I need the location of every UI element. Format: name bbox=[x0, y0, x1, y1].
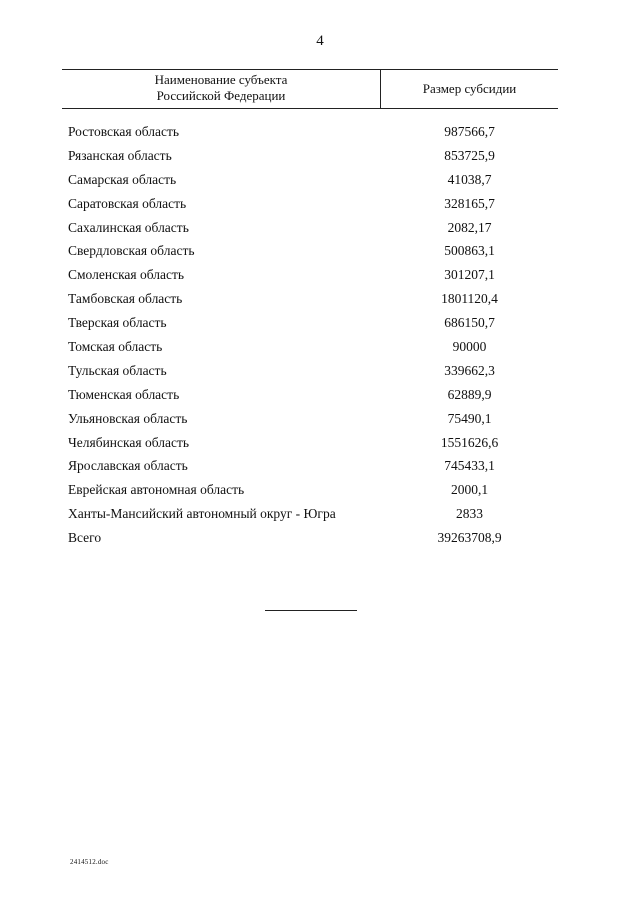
region-name: Тамбовская область bbox=[68, 291, 183, 307]
region-name: Свердловская область bbox=[68, 243, 195, 259]
region-name: Смоленская область bbox=[68, 267, 185, 283]
total-value: 39263708,9 bbox=[437, 530, 502, 546]
table-row bbox=[68, 338, 558, 362]
subsidy-value: 328165,7 bbox=[444, 195, 495, 211]
table-row bbox=[68, 457, 558, 481]
table-row bbox=[68, 314, 558, 338]
subsidy-value: 686150,7 bbox=[444, 315, 495, 331]
region-name: Самарская область bbox=[68, 171, 177, 187]
table-row bbox=[68, 242, 558, 266]
region-name: Ханты-Мансийский автономный округ - Югра bbox=[68, 506, 336, 522]
subsidy-value: 745433,1 bbox=[444, 458, 495, 474]
header-subsidy-amount: Размер субсидии bbox=[422, 81, 517, 96]
table-row bbox=[68, 362, 558, 386]
table-row bbox=[68, 410, 558, 434]
table-row bbox=[68, 266, 558, 290]
table-row bbox=[68, 219, 558, 243]
region-name: Ульяновская область bbox=[68, 410, 188, 426]
subsidy-value: 2833 bbox=[456, 506, 483, 522]
subsidy-value: 301207,1 bbox=[444, 267, 495, 283]
header-subject-line1: Наименование субъекта bbox=[154, 72, 288, 87]
header-subject-line2: Российской Федерации bbox=[156, 88, 286, 103]
subsidy-value: 75490,1 bbox=[447, 410, 492, 426]
region-name: Рязанская область bbox=[68, 147, 172, 163]
subsidy-value: 90000 bbox=[452, 339, 487, 355]
table-row bbox=[68, 290, 558, 314]
table-header bbox=[62, 69, 558, 109]
subsidy-value: 1551626,6 bbox=[440, 434, 499, 450]
subsidy-value: 2082,17 bbox=[447, 219, 492, 235]
region-name: Тюменская область bbox=[68, 386, 180, 402]
table-row bbox=[68, 195, 558, 219]
subsidy-value: 41038,7 bbox=[447, 171, 492, 187]
table-row bbox=[68, 123, 558, 147]
region-name: Сахалинская область bbox=[68, 219, 189, 235]
table-row bbox=[68, 147, 558, 171]
subsidy-value: 987566,7 bbox=[444, 124, 495, 139]
region-name: Томская область bbox=[68, 339, 163, 355]
table-row bbox=[68, 434, 558, 458]
subsidy-value: 853725,9 bbox=[444, 147, 495, 163]
region-name: Тверская область bbox=[68, 315, 167, 331]
total-label: Всего bbox=[68, 530, 102, 546]
region-name: Ярославская область bbox=[68, 458, 188, 474]
table-body bbox=[68, 123, 558, 553]
end-of-table-rule bbox=[265, 610, 357, 611]
header-subject-name bbox=[62, 72, 380, 104]
region-name: Тульская область bbox=[68, 362, 167, 378]
subsidy-value: 2000,1 bbox=[450, 482, 489, 498]
table-row bbox=[68, 505, 558, 529]
subsidy-value: 500863,1 bbox=[444, 243, 495, 259]
table-row bbox=[68, 171, 558, 195]
region-name: Саратовская область bbox=[68, 195, 187, 211]
subsidy-value: 339662,3 bbox=[444, 362, 495, 378]
subsidy-value: 1801120,4 bbox=[441, 291, 498, 307]
region-name: Челябинская область bbox=[68, 434, 190, 450]
region-name: Ростовская область bbox=[68, 124, 179, 139]
document-id: 2414512.doc bbox=[70, 858, 109, 866]
region-name: Еврейская автономная область bbox=[68, 482, 245, 498]
table-row bbox=[68, 481, 558, 505]
page-number: 4 bbox=[316, 33, 324, 49]
table-row-total bbox=[68, 529, 558, 553]
table-row bbox=[68, 386, 558, 410]
subsidy-value: 62889,9 bbox=[447, 386, 492, 402]
